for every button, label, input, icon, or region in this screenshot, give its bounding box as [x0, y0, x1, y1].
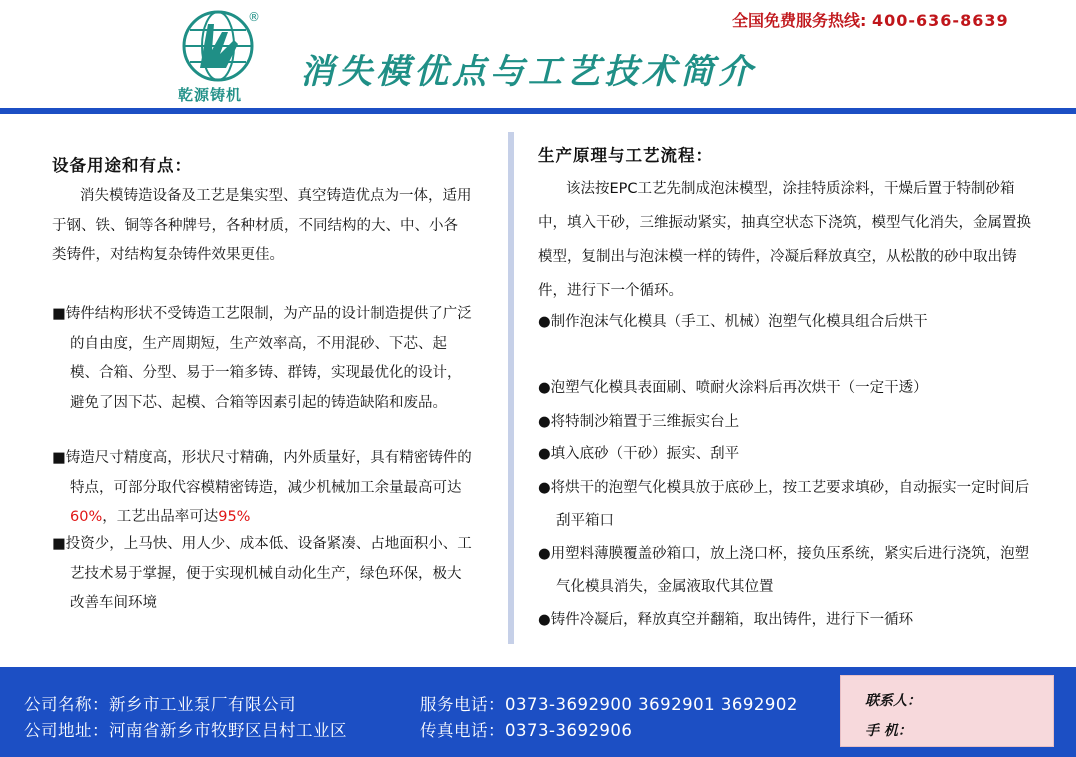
contact-person-label: 联系人： — [865, 693, 921, 709]
process-step-7: ●铸件冷凝后，释放真空并翻箱，取出铸件，进行下一循环 — [538, 612, 914, 628]
hotline — [732, 8, 1009, 31]
company-address: 公司地址：河南省新乡市牧野区吕村工业区 — [24, 721, 347, 740]
page-header — [0, 0, 1076, 110]
right-section-title: 生产原理与工艺流程： — [538, 146, 713, 165]
company-name: 公司名称：新乡市工业泵厂有限公司 — [24, 695, 296, 714]
mobile-label: 手 机： — [865, 723, 912, 739]
fax-number: 传真电话：0373-3692906 — [420, 721, 633, 740]
process-step-4: ●填入底砂（干砂）振实、刮平 — [538, 446, 740, 462]
registered-mark: ® — [248, 10, 260, 24]
company-logo — [172, 8, 272, 106]
page-footer — [0, 667, 1076, 757]
logo-text: 乾源铸机 — [178, 86, 243, 104]
process-step-1: ●制作泡沫气化模具（手工、机械）泡塑气化模具组合后烘干 — [538, 314, 928, 330]
page-title: 消失模优点与工艺技术简介 — [300, 52, 756, 92]
hotline-label: 全国免费服务热线: — [732, 11, 867, 30]
left-intro-paragraph: 消失模铸造设备及工艺是集实型、真空铸造优点为一体，适用于钢、铁、铜等各种牌号，各种材质，不同结构的大、中、小各类铸件，对结构复杂铸件效果更佳。 — [52, 188, 472, 263]
header-divider — [0, 108, 1076, 114]
left-bullet-2-text: ■铸造尺寸精度高，形状尺寸精确，内外质量好，具有精密铸件的特点，可部分取代容模精密铸造，减少机械加工余量最高可达 — [52, 450, 472, 496]
process-step-6: ●用塑料薄膜覆盖砂箱口，放上浇口杯，接负压系统，紧实后进行浇筑，泡塑气化模具消失，金属液取代其位置 — [538, 546, 1030, 595]
left-bullet-2 — [52, 444, 472, 533]
hotline-number: 400-636-8639 — [871, 11, 1009, 30]
contact-box — [840, 675, 1054, 747]
left-bullet-2-mid: ，工艺出品率可达 — [102, 509, 219, 525]
process-step-5: ●将烘干的泡塑气化模具放于底砂上，按工艺要求填砂，自动振实一定时间后刮平箱口 — [538, 480, 1030, 529]
left-bullet-1: ■铸件结构形状不受铸造工艺限制，为产品的设计制造提供了广泛的自由度，生产周期短，生产效率高，不用混砂、下芯、起模、合箱、分型、易于一箱多铸、群铸，实现最优化的设计，避免了因下芯、起模、合箱等因素引起的铸造缺陷和废品。 — [52, 306, 472, 411]
left-bullet-3: ■投资少，上马快、用人少、成本低、设备紧凑、占地面积小、工艺技术易于掌握，便于实现机械自动化生产，绿色环保，极大改善车间环境 — [52, 536, 472, 611]
column-divider — [508, 132, 514, 644]
left-section-title: 设备用途和有点： — [52, 156, 192, 175]
yield-rate-percent: 95% — [218, 509, 251, 525]
process-step-3: ●将特制沙箱置于三维振实台上 — [538, 414, 740, 430]
right-intro-paragraph: 该法按EPC工艺先制成泡沫模型，涂挂特质涂料，干燥后置于特制砂箱中，填入干砂，三维振动紧实，抽真空状态下浇筑，模型气化消失，金属置换模型，复制出与泡沫模一样的铸件，冷凝后释放真空，从松散的砂中取出铸件，进行下一个循环。 — [538, 181, 1031, 299]
process-step-2: ●泡塑气化模具表面刷、喷耐火涂料后再次烘干（一定干透） — [538, 380, 928, 396]
globe-logo-icon — [182, 10, 254, 82]
service-phone: 服务电话：0373-3692900 3692901 3692902 — [420, 695, 798, 714]
machining-allowance-percent: 60% — [70, 509, 103, 525]
